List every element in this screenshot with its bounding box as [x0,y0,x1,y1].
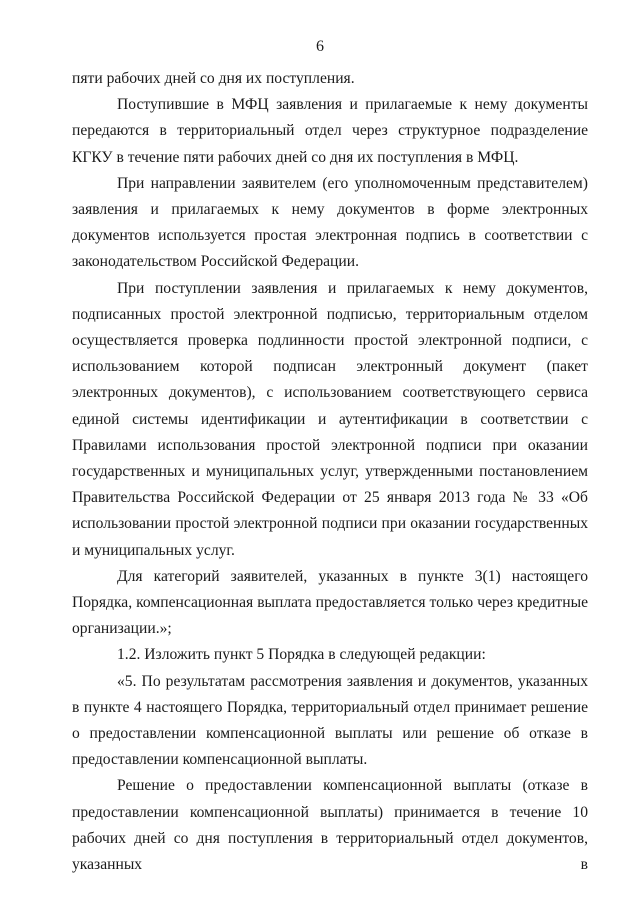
paragraph-item-5: «5. По результатам рассмотрения заявления и документов, указанных в пункте 4 настоящего Порядка, территориальный отдел принимает решение о предоставлении компенсационной выплаты или решение об отказе в предоставлении компенсационной выплаты. [72,672,588,769]
paragraph-signature-verification: При поступлении заявления и прилагаемых к нему документов, подписанных простой электронной подписью, территориальным отделом осуществляется проверка подлинности простой электронной подписи, с использованием которой подписан электронный документ (пакет электронных документов), с использованием соответствующего сервиса единой системы идентификации и аутентификации в соответствии с Правилами использования простой электронной подписи при оказании государственных и муниципальных услуг, утвержденными постановлением Правительства Российской Федерации от 25 января 2013 года № 33 «Об использовании простой электронной подписи при оказании государственных и муниципальных услуг. [72,279,588,559]
paragraph-amendment-1-2: 1.2. Изложить пункт 5 Порядка в следующей редакции: [117,646,486,664]
page-number: 6 [316,38,324,55]
document-body [72,66,588,878]
paragraph-mfc-transfer: Поступившие в МФЦ заявления и прилагаемые к нему документы передаются в территориальный отдел через структурное подразделение КГКУ в течение пяти рабочих дней со дня их поступления в МФЦ. [72,96,588,166]
paragraph-continuation: пяти рабочих дней со дня их поступления. [72,70,355,87]
paragraph-electronic-signature: При направлении заявителем (его уполномоченным представителем) заявления и прилагаемых к нему документов в форме электронных документов используется простая электронная подпись в соответствии с законодательством Российской Федерации. [72,174,588,271]
paragraph-credit-organizations: Для категорий заявителей, указанных в пункте 3(1) настоящего Порядка, компенсационная выплата предоставляется только через кредитные организации.»; [72,567,588,638]
paragraph-decision-term: Решение о предоставлении компенсационной выплаты (отказе в предоставлении компенсационной выплаты) принимается в течение 10 рабочих дней со дня поступления в территориальный отдел документов, указанных в [72,777,588,874]
